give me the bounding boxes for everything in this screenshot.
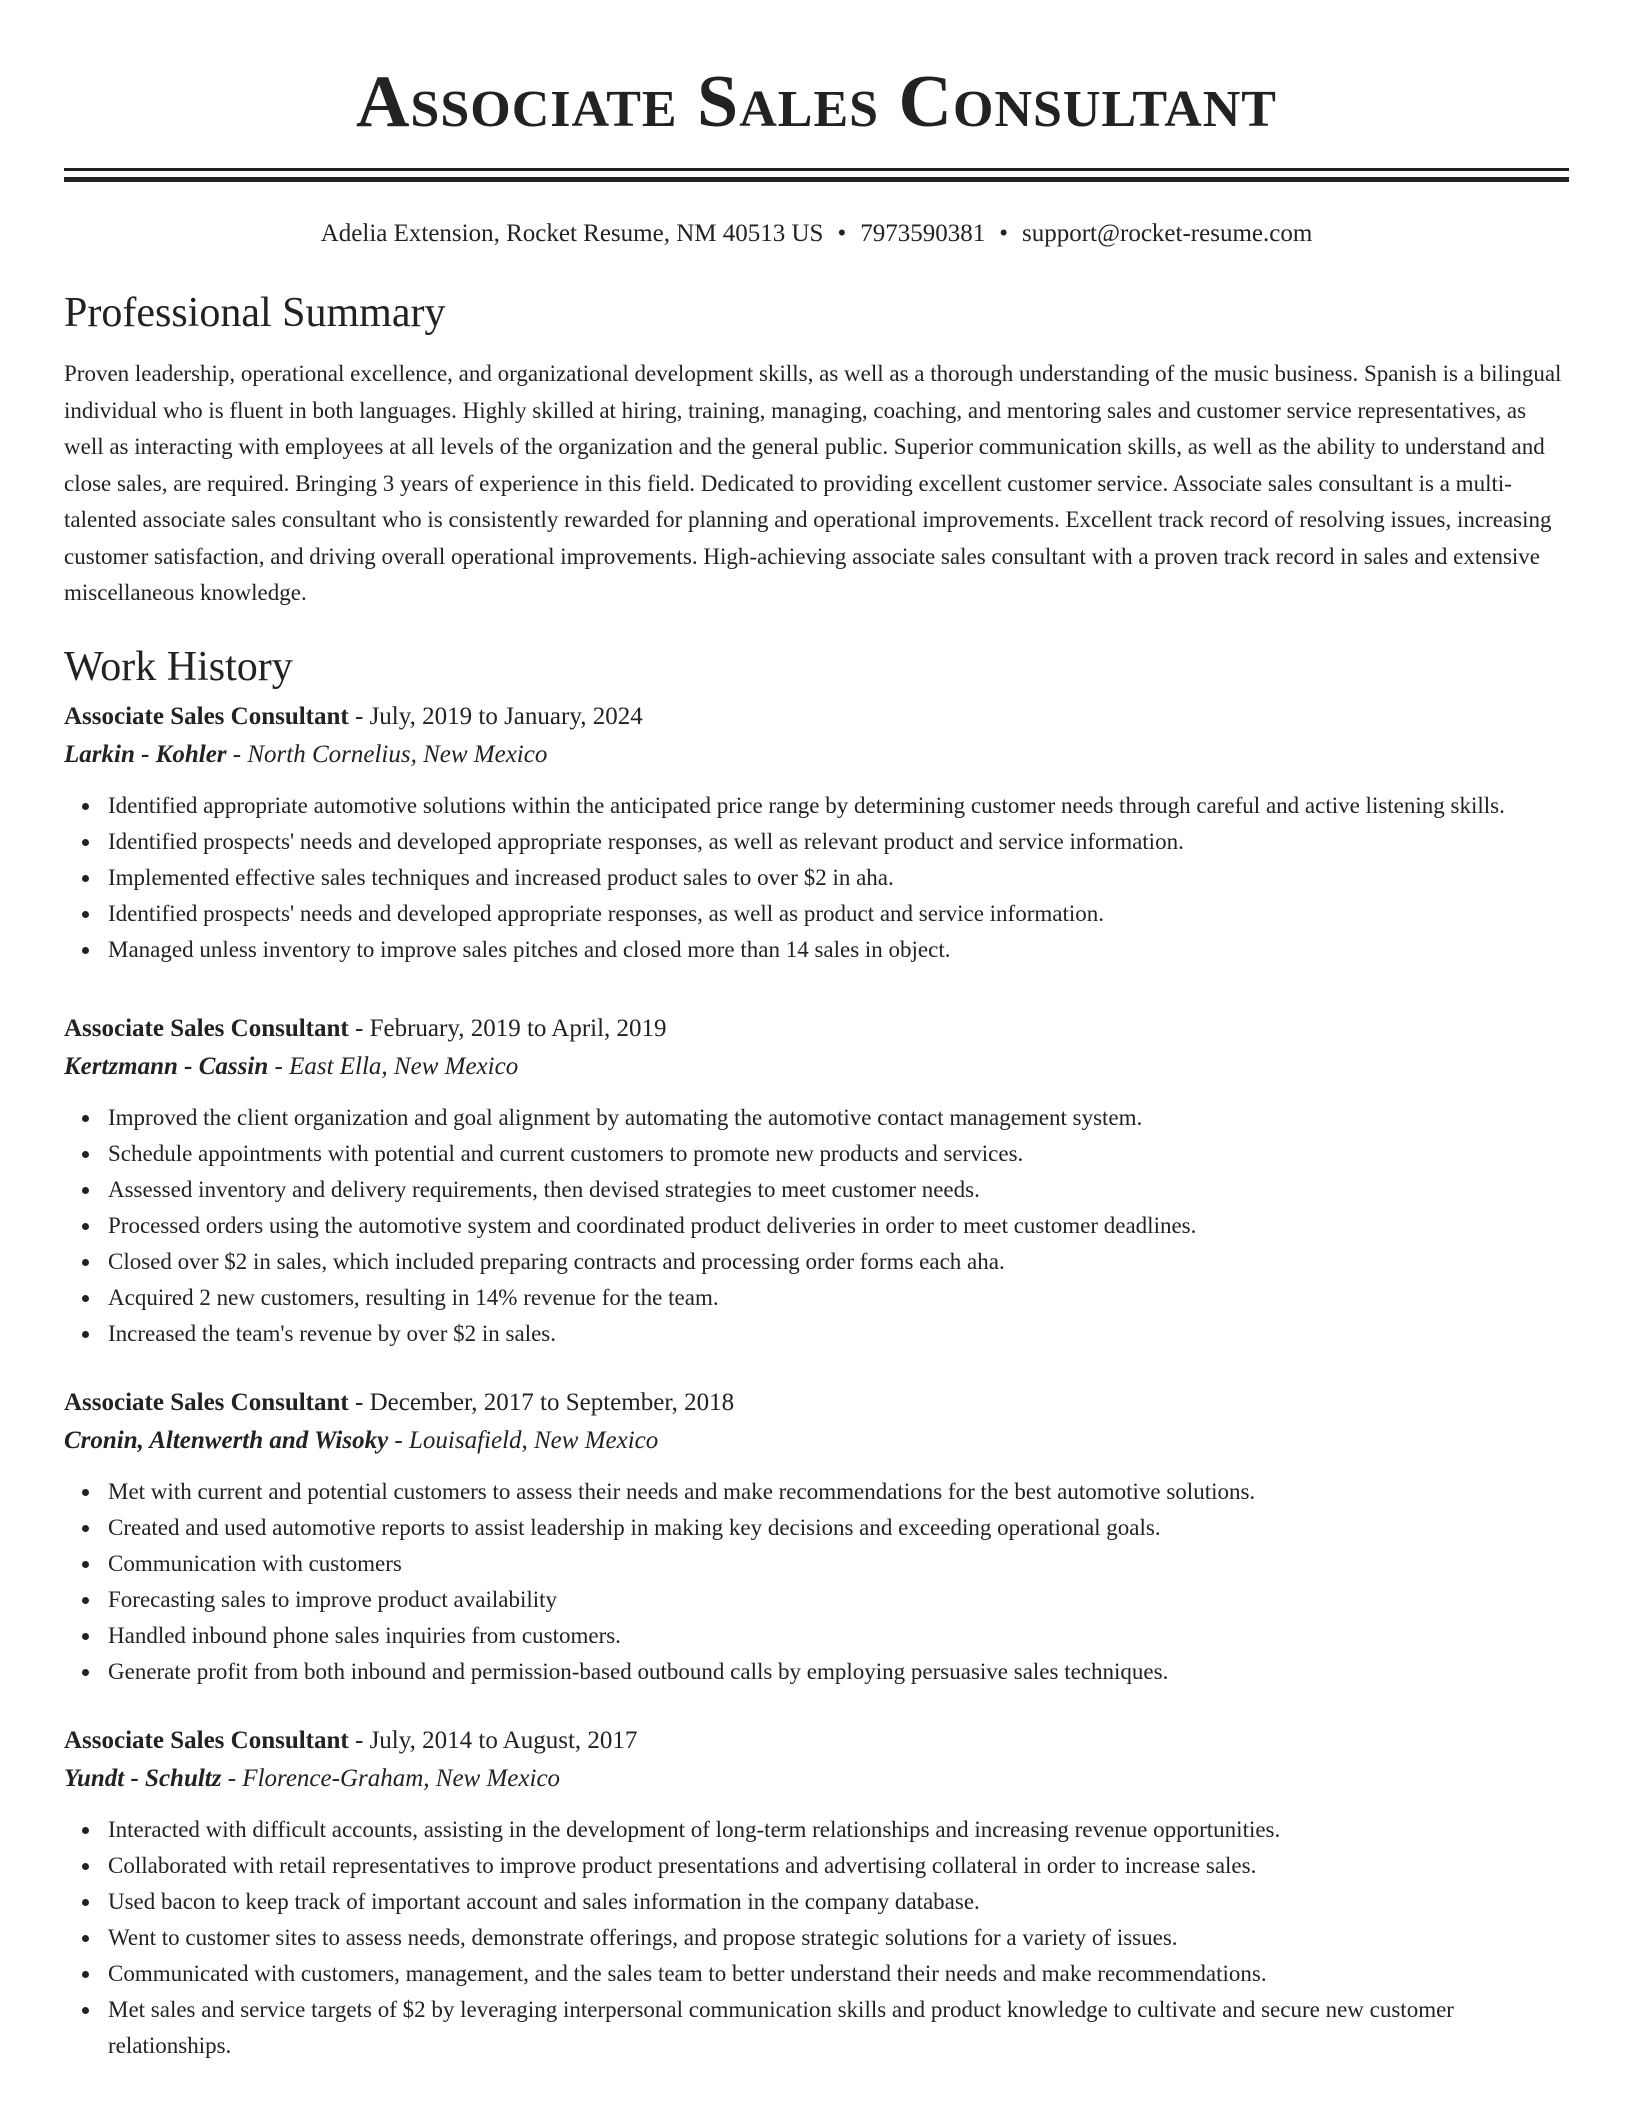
company-line (64, 1422, 1569, 1460)
contact-email: support@rocket-resume.com (1021, 220, 1313, 247)
title-divider-top (64, 168, 1569, 171)
work-history-heading: Work History (64, 643, 293, 690)
company-name: Yundt - Schultz (64, 1764, 222, 1792)
title-divider-bottom (64, 177, 1569, 182)
company-name: Cronin, Altenwerth and Wisoky (64, 1426, 389, 1454)
work-history-list (64, 698, 1569, 2064)
job-bullet-list (64, 1100, 1569, 1352)
contact-separator: • (999, 220, 1008, 247)
job-bullet-item: Identified prospects' needs and developed appropriate responses, as well as product and service information. (108, 896, 1569, 932)
job-title-line (64, 1384, 1569, 1422)
company-location: - Louisafield, New Mexico (388, 1426, 659, 1454)
job-bullet-item: Met sales and service targets of $2 by leveraging interpersonal communication skills and product knowledge to cultivate and secure new customer relationships. (108, 1992, 1569, 2064)
company-name: Kertzmann - Cassin (64, 1052, 269, 1080)
job-title: Associate Sales Consultant (64, 1014, 349, 1042)
job-bullet-item: Generate profit from both inbound and permission-based outbound calls by employing persuasive sales techniques. (108, 1654, 1569, 1690)
company-location: - Florence-Graham, New Mexico (221, 1764, 561, 1792)
contact-info (64, 218, 1569, 250)
work-entry (64, 1384, 1569, 1690)
job-bullet-list (64, 788, 1569, 968)
job-bullet-item: Collaborated with retail representatives to improve product presentations and advertising collateral in order to increase sales. (108, 1848, 1569, 1884)
job-bullet-item: Processed orders using the automotive system and coordinated product deliveries in order to meet customer deadlines. (108, 1208, 1569, 1244)
job-dates: - December, 2017 to September, 2018 (348, 1388, 735, 1416)
resume-title: Associate Sales Consultant (355, 61, 1277, 143)
contact-phone: 7973590381 (860, 220, 986, 247)
job-dates: - July, 2014 to August, 2017 (348, 1726, 638, 1754)
job-title-line (64, 1010, 1569, 1048)
job-title: Associate Sales Consultant (64, 1726, 349, 1754)
summary-text: Proven leadership, operational excellence, and organizational development skills, as well as a thorough understanding of the music business. Spanish is a bilingual individual who is fluent in both languages. Highly skilled at hiring, training, managing, coaching, and mentoring sales and customer service representatives, as well as interacting with employees at all levels of the organization and the general public. Superior communication skills, as well as the ability to understand and close sales, are required. Bringing 3 years of experience in this field. Dedicated to providing excellent customer service. Associate sales consultant is a multi-talented associate sales consultant who is consistently rewarded for planning and operational improvements. Excellent track record of resolving issues, increasing customer satisfaction, and driving overall operational improvements. High-achieving associate sales consultant with a proven track record in sales and extensive miscellaneous knowledge. (64, 361, 1562, 605)
job-title: Associate Sales Consultant (64, 702, 349, 730)
job-title-line (64, 1722, 1569, 1760)
job-bullet-item: Improved the client organization and goal alignment by automating the automotive contact management system. (108, 1100, 1569, 1136)
job-bullet-item: Created and used automotive reports to assist leadership in making key decisions and exceeding operational goals. (108, 1510, 1569, 1546)
resume-page (64, 0, 1569, 2064)
contact-separator: • (837, 220, 847, 247)
job-bullet-item: Acquired 2 new customers, resulting in 14% revenue for the team. (108, 1280, 1569, 1316)
job-dates: - February, 2019 to April, 2019 (348, 1014, 667, 1042)
job-bullet-item: Managed unless inventory to improve sales pitches and closed more than 14 sales in object. (108, 932, 1569, 968)
job-bullet-item: Identified prospects' needs and developed appropriate responses, as well as relevant product and service information. (108, 824, 1569, 860)
company-name: Larkin - Kohler (64, 740, 227, 768)
company-line (64, 736, 1569, 774)
job-bullet-item: Assessed inventory and delivery requirements, then devised strategies to meet customer needs. (108, 1172, 1569, 1208)
job-bullet-item: Increased the team's revenue by over $2 in sales. (108, 1316, 1569, 1352)
work-entry (64, 1722, 1569, 2064)
job-bullet-item: Closed over $2 in sales, which included preparing contracts and processing order forms each aha. (108, 1244, 1569, 1280)
job-bullet-item: Communication with customers (108, 1546, 1569, 1582)
job-dates: - July, 2019 to January, 2024 (348, 702, 643, 730)
job-bullet-item: Communicated with customers, management, and the sales team to better understand their needs and make recommendations. (108, 1956, 1569, 1992)
job-bullet-list (64, 1474, 1569, 1690)
company-line (64, 1048, 1569, 1086)
job-bullet-item: Forecasting sales to improve product availability (108, 1582, 1569, 1618)
work-entry (64, 1010, 1569, 1352)
job-bullet-item: Interacted with difficult accounts, assisting in the development of long-term relationships and increasing revenue opportunities. (108, 1812, 1569, 1848)
job-bullet-item: Handled inbound phone sales inquiries from customers. (108, 1618, 1569, 1654)
contact-address: Adelia Extension, Rocket Resume, NM 40513 US (320, 220, 824, 247)
company-line (64, 1760, 1569, 1798)
job-title: Associate Sales Consultant (64, 1388, 349, 1416)
summary-heading: Professional Summary (64, 290, 446, 336)
job-bullet-item: Went to customer sites to assess needs, demonstrate offerings, and propose strategic solutions for a variety of issues. (108, 1920, 1569, 1956)
job-bullet-list (64, 1812, 1569, 2064)
job-bullet-item: Identified appropriate automotive solutions within the anticipated price range by determining customer needs through careful and active listening skills. (108, 788, 1569, 824)
job-bullet-item: Schedule appointments with potential and current customers to promote new products and services. (108, 1136, 1569, 1172)
company-location: - North Cornelius, New Mexico (226, 740, 548, 768)
work-entry (64, 698, 1569, 968)
company-location: - East Ella, New Mexico (268, 1052, 519, 1080)
job-bullet-item: Used bacon to keep track of important account and sales information in the company database. (108, 1884, 1569, 1920)
job-bullet-item: Implemented effective sales techniques and increased product sales to over $2 in aha. (108, 860, 1569, 896)
job-title-line (64, 698, 1569, 736)
job-bullet-item: Met with current and potential customers to assess their needs and make recommendations for the best automotive solutions. (108, 1474, 1569, 1510)
